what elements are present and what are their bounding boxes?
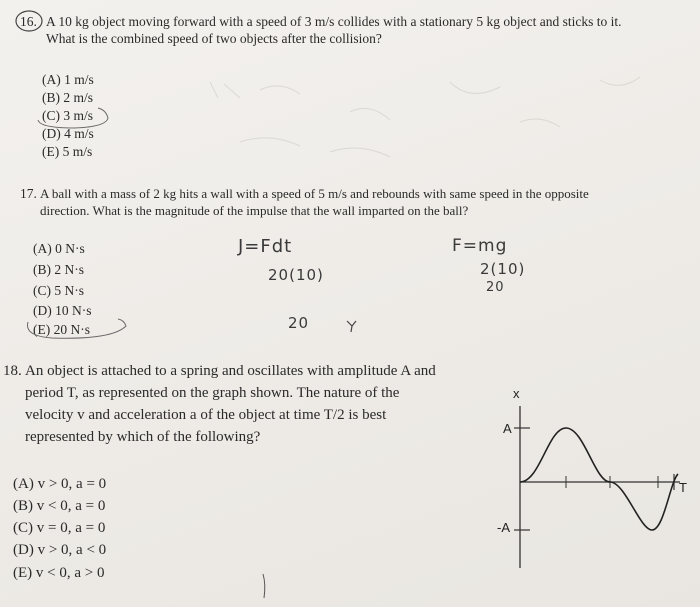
question-16-line-1: A 10 kg object moving forward with a speed of 3 m/s collides with a stationary 5 kg object and sticks to it.	[46, 14, 622, 29]
question-18-line-1: An object is attached to a spring and oscillates with amplitude A and	[25, 363, 436, 379]
graph-plot	[500, 400, 700, 570]
question-17-line-2: direction. What is the magnitude of the impulse that the wall imparted on the ball?	[40, 203, 469, 218]
bleed-through-marks	[200, 72, 660, 172]
question-18-option-a[interactable]: (A) v > 0, a = 0	[13, 476, 107, 492]
question-16-option-e[interactable]: (E) 5 m/s	[42, 144, 93, 159]
handwritten-weight-formula: F=mg	[452, 236, 508, 256]
handwritten-weight-result: 20	[486, 280, 505, 295]
question-17-line-1: A ball with a mass of 2 kg hits a wall with a speed of 5 m/s and rebounds with same speed in the opposite	[40, 186, 589, 201]
graph-upper-tick-label: A	[503, 421, 512, 436]
question-16-answer-mark	[34, 104, 114, 134]
question-18-line-4: represented by which of the following?	[25, 429, 261, 445]
question-18-number: 18.	[3, 363, 22, 379]
question-16-option-c[interactable]: (C) 3 m/s	[42, 108, 94, 123]
graph-lower-tick-label: -A	[497, 520, 510, 535]
handwritten-impulse-calc: 20(10)	[268, 266, 324, 284]
pen-stroke-mark	[260, 572, 270, 600]
handwritten-doodle	[344, 318, 360, 334]
question-17-option-a[interactable]: (A) 0 N·s	[33, 241, 85, 256]
graph-y-axis-label: x	[513, 386, 520, 401]
question-17-option-e[interactable]: (E) 20 N·s	[33, 322, 90, 337]
question-17-option-d[interactable]: (D) 10 N·s	[33, 303, 92, 318]
question-17-option-b[interactable]: (B) 2 N·s	[33, 262, 84, 277]
question-16-line-2: What is the combined speed of two objects after the collision?	[46, 31, 382, 46]
question-18-option-e[interactable]: (E) v < 0, a > 0	[13, 565, 105, 581]
question-18-option-d[interactable]: (D) v > 0, a < 0	[13, 542, 107, 558]
question-16-option-b[interactable]: (B) 2 m/s	[42, 90, 94, 105]
handwritten-impulse-formula: J=Fdt	[238, 236, 293, 257]
question-18-line-2: period T, as represented on the graph shown. The nature of the	[25, 385, 400, 401]
question-17-answer-mark	[22, 316, 132, 342]
question-18-line-3: velocity v and acceleration a of the object at time T/2 is best	[25, 407, 387, 423]
graph-period-label: T	[679, 480, 687, 495]
question-17-number: 17.	[20, 186, 37, 201]
question-16-circle	[14, 9, 46, 33]
question-16-option-d[interactable]: (D) 4 m/s	[42, 126, 94, 141]
handwritten-answer: 20	[288, 314, 310, 332]
question-18-option-c[interactable]: (C) v = 0, a = 0	[13, 520, 106, 536]
question-17-option-c[interactable]: (C) 5 N·s	[33, 283, 84, 298]
handwritten-weight-calc: 2(10)	[480, 260, 526, 278]
question-16-option-a[interactable]: (A) 1 m/s	[42, 72, 94, 87]
question-18-option-b[interactable]: (B) v < 0, a = 0	[13, 498, 106, 514]
bleed-through-sketch	[200, 72, 660, 172]
question-16-number: 16.	[20, 14, 37, 29]
